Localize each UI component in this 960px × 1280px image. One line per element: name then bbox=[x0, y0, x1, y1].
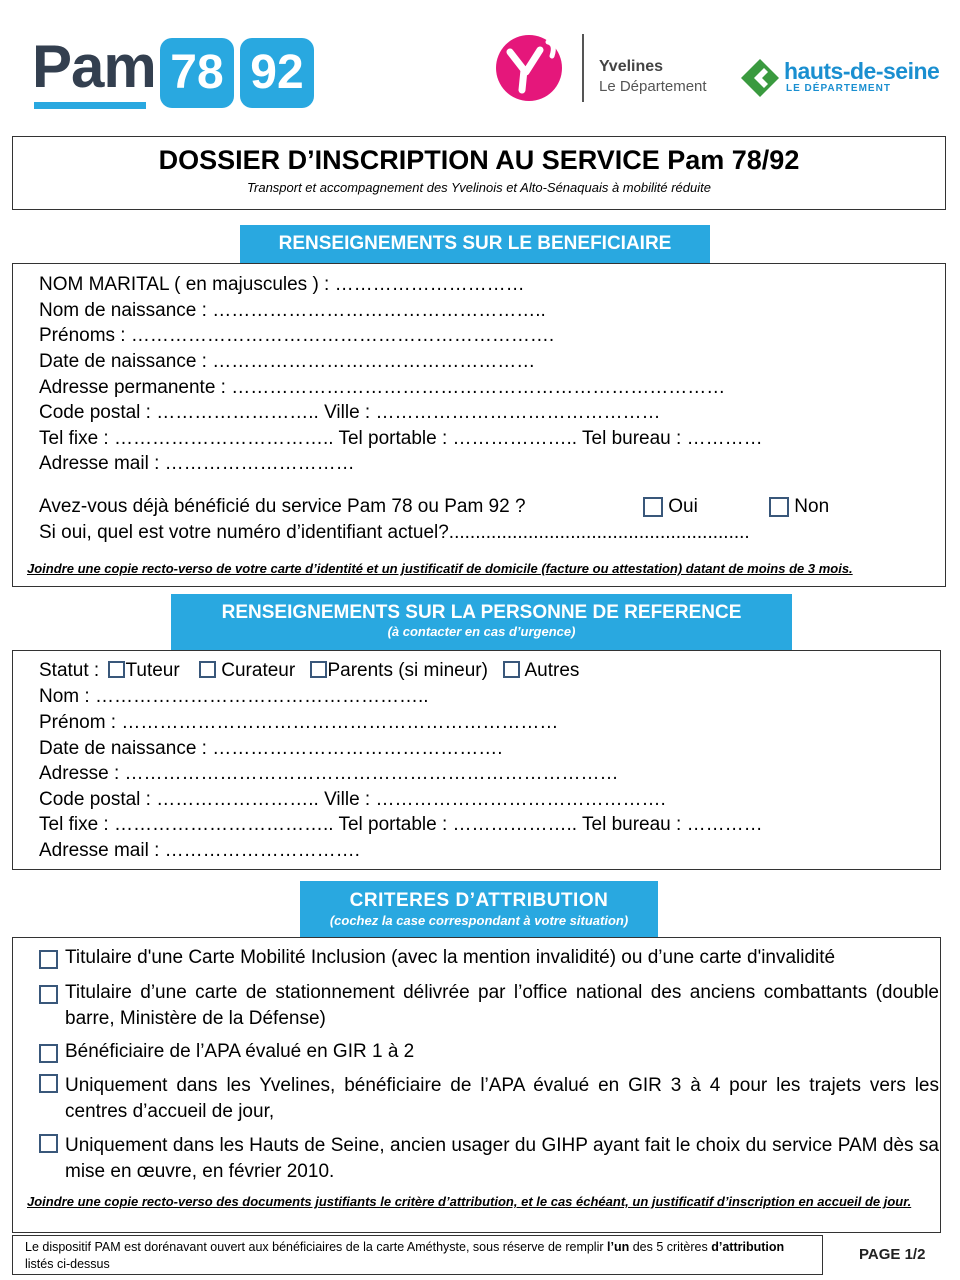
page-subtitle: Transport et accompagnement des Yvelinois et Alto-Sénaquais à mobilité réduite bbox=[247, 180, 711, 195]
field-nom-marital[interactable]: NOM MARITAL ( en majuscules ) : ………………………… bbox=[39, 274, 525, 295]
pam-logo-underline bbox=[34, 102, 146, 109]
ref-field-code-postal-ville[interactable]: Code postal : …………………….. Ville : ………………………………………. bbox=[39, 789, 666, 810]
statut-tuteur-label: Tuteur bbox=[125, 660, 180, 681]
footer-notice-box bbox=[12, 1235, 823, 1275]
page-title: DOSSIER D’INSCRIPTION AU SERVICE Pam 78/92 bbox=[158, 145, 800, 175]
hauts-de-seine-emblem-icon bbox=[740, 58, 780, 98]
checkbox-curateur[interactable] bbox=[199, 661, 216, 678]
checkbox-non[interactable] bbox=[769, 497, 789, 517]
footer-text-mid: des 5 critères bbox=[629, 1240, 712, 1254]
section-beneficiaire-heading: RENSEIGNEMENTS SUR LE BENEFICIAIRE bbox=[240, 225, 710, 264]
critere-yvelines-label: Uniquement dans les Yvelines, bénéficiaire de l’APA évalué en GIR 3 à 4 pour les trajets vers les centres d’accueil de jour, bbox=[65, 1075, 939, 1122]
ref-field-telephones[interactable]: Tel fixe : …………………………….. Tel portable : ……………….. Tel bureau : ………… bbox=[39, 814, 763, 835]
hauts-de-seine-name: hauts-de-seine bbox=[784, 58, 940, 84]
checkbox-parents[interactable] bbox=[310, 661, 327, 678]
title-box bbox=[12, 136, 946, 210]
field-adresse-mail[interactable]: Adresse mail : ………………………… bbox=[39, 453, 355, 474]
critere-yvelines-apa-gir-3-4[interactable] bbox=[39, 1073, 939, 1125]
yvelines-logo bbox=[496, 30, 726, 106]
pam-logo bbox=[32, 33, 317, 112]
critere-hauts-de-seine-gihp[interactable] bbox=[39, 1133, 939, 1185]
section-reference-heading: RENSEIGNEMENTS SUR LA PERSONNE DE REFERENCE (à contacter en cas d’urgence) bbox=[171, 594, 792, 651]
field-telephones[interactable]: Tel fixe : …………………………….. Tel portable : ……………….. Tel bureau : ………… bbox=[39, 428, 763, 449]
checkbox-critere-yvelines[interactable] bbox=[39, 1074, 58, 1093]
footer-text-before: Le dispositif PAM est dorénavant ouvert aux bénéficiaires de la carte Améthyste, sous réserve de remplir bbox=[25, 1240, 608, 1254]
field-date-naissance[interactable]: Date de naissance : …………………………………………… bbox=[39, 351, 536, 372]
yvelines-sub: Le Département bbox=[599, 78, 707, 95]
option-oui-label: Oui bbox=[668, 496, 698, 517]
yvelines-name: Yvelines bbox=[599, 58, 664, 75]
checkbox-autres[interactable] bbox=[503, 661, 520, 678]
checkbox-critere-cmi[interactable] bbox=[39, 950, 58, 969]
critere-apa-gir-1-2[interactable] bbox=[39, 1039, 939, 1065]
field-prenoms[interactable]: Prénoms : …………………………………………………………. bbox=[39, 325, 555, 346]
option-oui[interactable] bbox=[643, 495, 698, 519]
footer-text-after: listés ci-dessus bbox=[25, 1257, 110, 1271]
statut-autres-label: Autres bbox=[524, 660, 580, 681]
critere-stationnement[interactable] bbox=[39, 980, 939, 1032]
yvelines-divider bbox=[582, 34, 584, 102]
section-beneficiaire-box bbox=[12, 263, 946, 587]
ref-field-adresse-mail[interactable]: Adresse mail : …………………………. bbox=[39, 840, 360, 861]
ref-field-date-naissance[interactable]: Date de naissance : ………………………………………. bbox=[39, 738, 503, 759]
section-criteres-box bbox=[12, 937, 941, 1233]
critere-cmi-label: Titulaire d'une Carte Mobilité Inclusion (avec la mention invalidité) ou d’une carte d'invalidité bbox=[65, 947, 836, 968]
hauts-de-seine-sub: LE DÉPARTEMENT bbox=[786, 83, 891, 94]
checkbox-oui[interactable] bbox=[643, 497, 663, 517]
question-deja-beneficie: Avez-vous déjà bénéficié du service Pam 78 ou Pam 92 ? bbox=[39, 496, 526, 517]
critere-stationnement-label: Titulaire d’une carte de stationnement délivrée par l’office national des anciens combattants (double barre, Ministère de la Défense) bbox=[65, 982, 939, 1029]
footer-text-bold-attribution: d’attribution bbox=[711, 1240, 785, 1254]
pam-logo-78-badge: 78 bbox=[160, 38, 234, 108]
field-adresse-permanente[interactable]: Adresse permanente : …………………………………………………………………… bbox=[39, 377, 726, 398]
checkbox-critere-apa-gir-1-2[interactable] bbox=[39, 1044, 58, 1063]
page-number: PAGE 1/2 bbox=[859, 1246, 926, 1263]
critere-cmi[interactable] bbox=[39, 945, 939, 971]
statut-row bbox=[39, 659, 579, 683]
field-nom-naissance[interactable]: Nom de naissance : …………………………………………….. bbox=[39, 300, 546, 321]
option-non[interactable] bbox=[769, 495, 829, 519]
hauts-de-seine-logo bbox=[740, 58, 940, 102]
note-pieces-beneficiaire: Joindre une copie recto-verso de votre carte d’identité et un justificatif de domicile (facture ou attestation) datant de moins de 3 mois. bbox=[27, 561, 853, 576]
field-identifiant-actuel[interactable]: Si oui, quel est votre numéro d’identifiant actuel?......................................................... bbox=[39, 522, 750, 543]
statut-label: Statut : bbox=[39, 660, 100, 681]
checkbox-tuteur[interactable] bbox=[108, 661, 125, 678]
footer-text-bold-un: l’un bbox=[607, 1240, 630, 1254]
checkbox-critere-stationnement[interactable] bbox=[39, 985, 58, 1004]
checkbox-critere-hauts-de-seine[interactable] bbox=[39, 1134, 58, 1153]
critere-apa-gir-1-2-label: Bénéficiaire de l’APA évalué en GIR 1 à 2 bbox=[65, 1041, 415, 1062]
critere-hauts-de-seine-label: Uniquement dans les Hauts de Seine, ancien usager du GIHP ayant fait le choix du service PAM dès sa mise en œuvre, en février 2010. bbox=[65, 1135, 939, 1182]
ref-field-nom[interactable]: Nom : …………………………………………….. bbox=[39, 686, 429, 707]
option-non-label: Non bbox=[794, 496, 830, 517]
ref-field-prenom[interactable]: Prénom : …………………………………………………………… bbox=[39, 712, 559, 733]
yvelines-emblem-icon bbox=[496, 30, 570, 104]
pam-logo-text: Pam bbox=[32, 33, 156, 100]
section-reference-box bbox=[12, 650, 941, 870]
ref-field-adresse[interactable]: Adresse : …………………………………………………………………… bbox=[39, 763, 619, 784]
section-criteres-heading: CRITERES D’ATTRIBUTION (cochez la case correspondant à votre situation) bbox=[300, 881, 658, 939]
field-code-postal-ville[interactable]: Code postal : …………………….. Ville : ……………………………………… bbox=[39, 402, 661, 423]
note-pieces-criteres: Joindre une copie recto-verso des documents justifiants le critère d’attribution, et le cas échéant, un justificatif d’inscription en accueil de jour. bbox=[27, 1194, 912, 1209]
statut-curateur-label: Curateur bbox=[221, 660, 296, 681]
pam-logo-92-badge: 92 bbox=[240, 38, 314, 108]
statut-parents-label: Parents (si mineur) bbox=[327, 660, 488, 681]
